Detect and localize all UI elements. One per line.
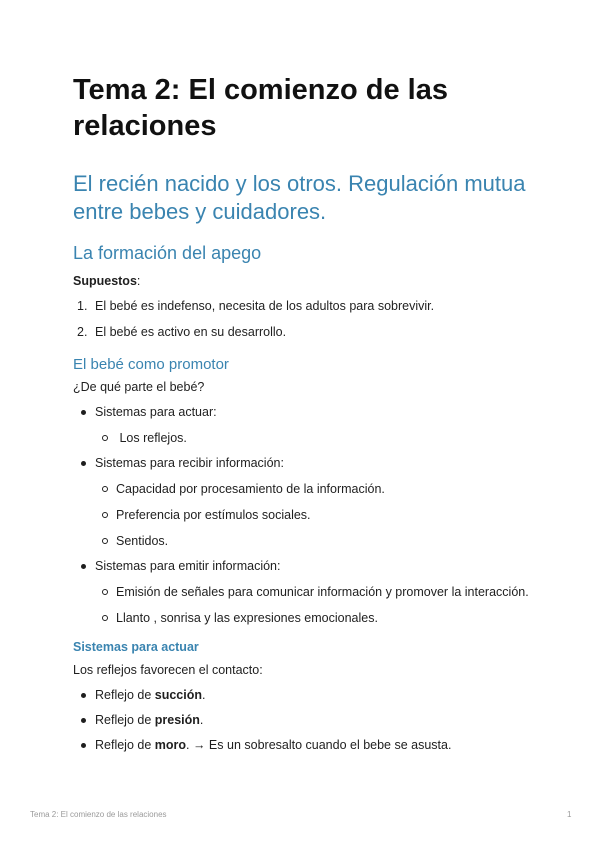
sub-item-text: Los reflejos. [116, 431, 187, 445]
list-item [73, 297, 533, 315]
reflejo-suffix: . → Es un sobresalto cuando el bebe se asusta. [186, 738, 452, 752]
list-item [73, 323, 533, 341]
bullet-circle [102, 538, 108, 544]
supuestos-label: Supuestos [73, 274, 137, 288]
reflejo-name: succión [154, 688, 203, 702]
list-item-text: El bebé es activo en su desarrollo. [95, 325, 287, 339]
list-number: 1. [77, 299, 88, 313]
sub-list [95, 480, 533, 550]
sub-item-text: Sentidos. [116, 534, 169, 548]
sub-list-item [95, 609, 533, 627]
promotor-question: ¿De qué parte el bebé? [73, 380, 205, 394]
supuestos-list [73, 297, 533, 341]
list-item [73, 711, 533, 729]
supuestos-colon: : [136, 274, 141, 288]
bullet-circle [102, 486, 108, 492]
reflejo-name: moro [154, 738, 187, 752]
reflejo-prefix: Reflejo de [95, 738, 155, 752]
sub-list-item [95, 506, 533, 524]
bullet-dot [81, 461, 86, 466]
footer-title: Tema 2: El comienzo de las relaciones [30, 810, 167, 819]
list-item [73, 736, 533, 754]
supuestos-paragraph [73, 272, 533, 290]
document-title: Tema 2: El comienzo de las relaciones [73, 74, 448, 142]
sub-list-item [95, 583, 533, 601]
list-item [73, 454, 533, 550]
actuar-intro: Los reflejos favorecen el contacto: [73, 663, 263, 677]
sub-item-text: Capacidad por procesamiento de la información. [116, 482, 385, 496]
list-item [73, 403, 533, 447]
bullet-dot [81, 693, 86, 698]
reflejo-prefix: Reflejo de [95, 688, 155, 702]
list-item-text: Sistemas para actuar: [95, 405, 217, 419]
sub-item-text: Emisión de señales para comunicar información y promover la interacción. [116, 585, 529, 599]
bullet-dot [81, 410, 86, 415]
list-number: 2. [77, 325, 88, 339]
list-item [73, 686, 533, 704]
bullet-circle [102, 615, 108, 621]
sistemas-list [73, 403, 533, 627]
reflejo-suffix: . [202, 688, 206, 702]
sub-list-item [95, 480, 533, 498]
sub-list-item [95, 429, 533, 447]
bullet-circle [102, 512, 108, 518]
list-item-text: El bebé es indefenso, necesita de los adultos para sobrevivir. [95, 299, 435, 313]
sub-list [95, 429, 533, 447]
bullet-dot [81, 718, 86, 723]
bullet-circle [102, 435, 108, 441]
bullet-dot [81, 743, 86, 748]
section-heading: El recién nacido y los otros. Regulación mutua entre bebes y cuidadores. [73, 171, 526, 224]
reflejos-list [73, 686, 533, 754]
promotor-heading: El bebé como promotor [73, 356, 229, 373]
sub-item-text: Llanto , sonrisa y las expresiones emocionales. [116, 611, 378, 625]
list-item-text: Sistemas para recibir información: [95, 456, 284, 470]
list-item-text: Sistemas para emitir información: [95, 559, 281, 573]
sub-list [95, 583, 533, 627]
document-page [73, 72, 533, 754]
page-number: 1 [567, 810, 572, 819]
sub-list-item [95, 532, 533, 550]
list-item [73, 557, 533, 627]
bullet-dot [81, 564, 86, 569]
reflejo-name: presión [154, 713, 200, 727]
bullet-circle [102, 589, 108, 595]
sub-item-text: Preferencia por estímulos sociales. [116, 508, 311, 522]
subsection-heading: La formación del apego [73, 243, 262, 263]
reflejo-prefix: Reflejo de [95, 713, 155, 727]
actuar-heading: Sistemas para actuar [73, 640, 199, 654]
reflejo-suffix: . [199, 713, 204, 727]
